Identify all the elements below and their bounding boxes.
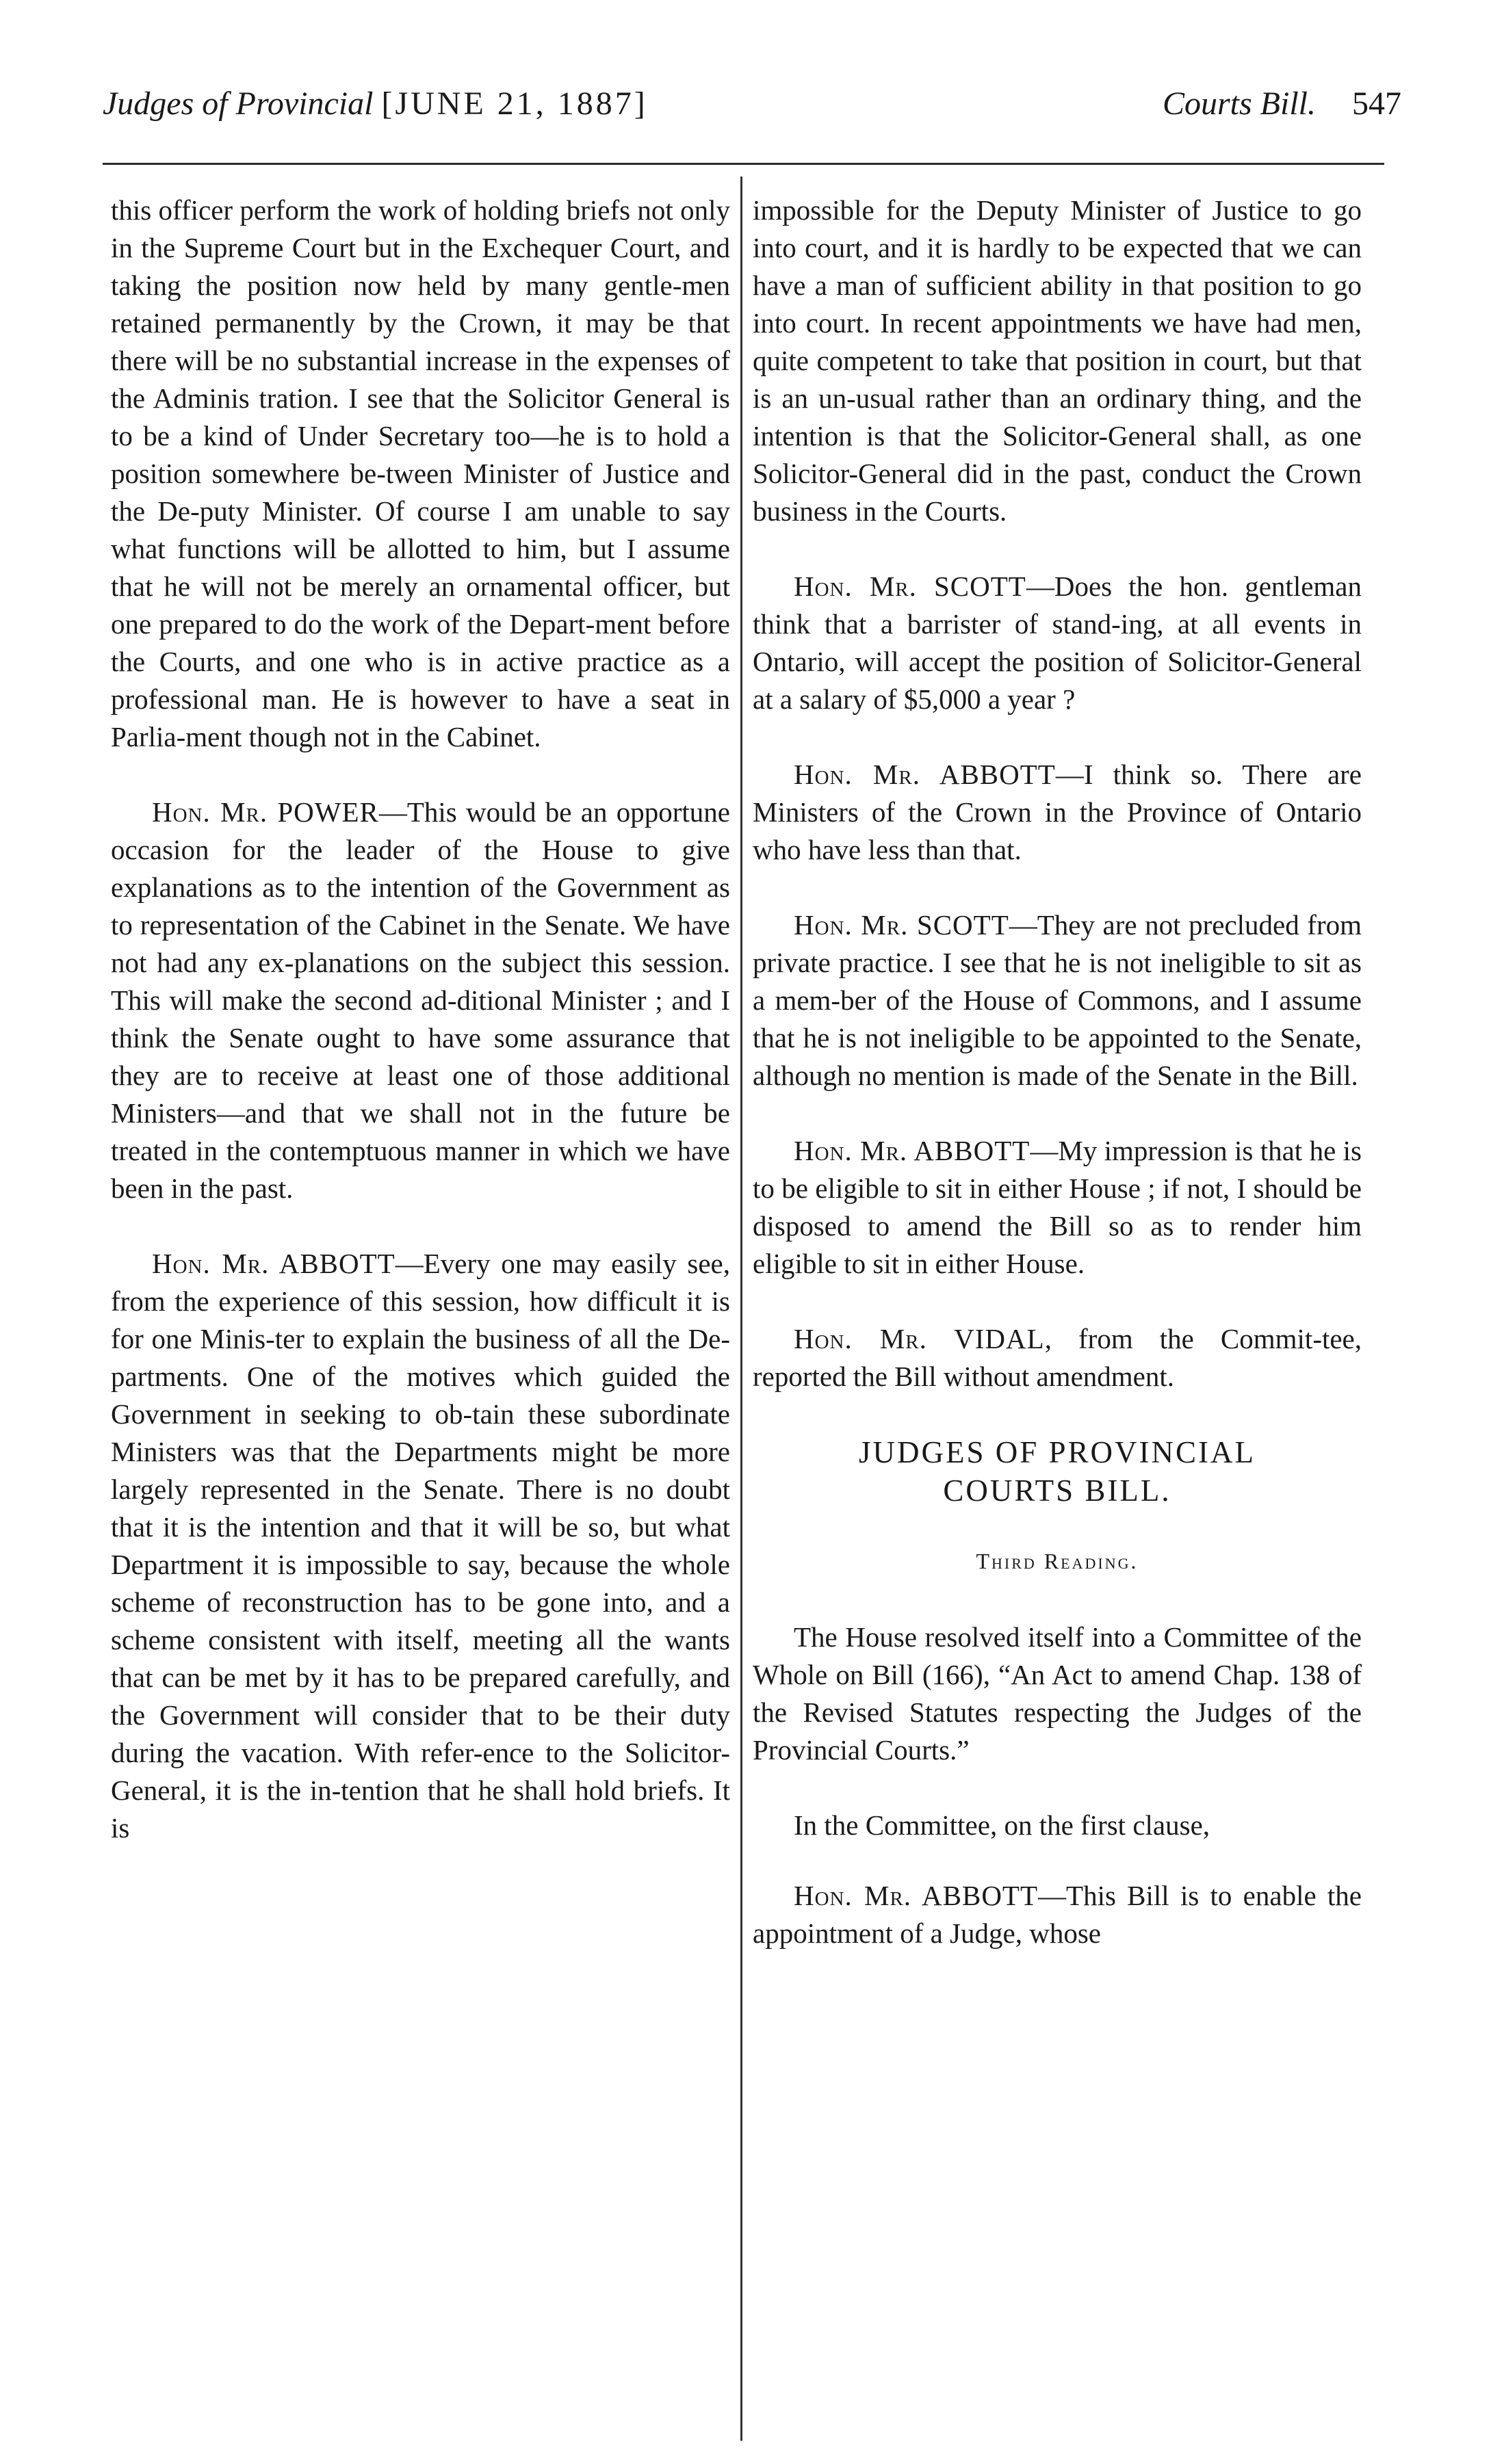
paragraph-text: —Every one may easily see, from the experience of this session, how difficult it is for one Minis-ter to explain the business of all the De-partments. One of the motives which guided the Government in seeking to ob-tain these subordinate Ministers was that the Departments might be more largely represented in the Senate. There is no doubt that it is the intention and that it will be so, but what Department it is impossible to say, because the whole scheme of reconstruction has to be gone into, and a scheme consistent with itself, meeting all the wants that can be met by it has to be prepared carefully, and the Government will consider that to be their duty during the vacation. With refer-ence to the Solicitor-General, it is the in-tention that he shall hold briefs. It is [111, 1248, 730, 1844]
paragraph-text: impossible for the Deputy Minister of Justice to go into court, and it is hardly to be expected that we can have a man of sufficient ability in that position to go into court. In recent appointments we have had men, quite competent to take that position in court, but that is an un-usual rather than an ordinary thing, and the intention is that the Solicitor-General shall, as one Solicitor-General did in the past, conduct the Crown business in the Courts. [753, 194, 1362, 527]
speaker-name: Hon. Mr. ABBOTT [794, 1135, 1030, 1166]
paragraph [753, 906, 1362, 1095]
speaker-name: Hon. Mr. SCOTT [794, 571, 1026, 602]
paragraph-text: —They are not precluded from private practice. I see that he is not ineligible to sit as a mem-ber of the House of Commons, and I assume that he is not ineligible to be appointed to the Senate, although no mention is made of the Senate in the Bill. [753, 909, 1362, 1091]
page-number: 547 [1352, 86, 1401, 122]
paragraph [753, 1132, 1362, 1283]
paragraph [111, 1245, 730, 1847]
paragraph-text: The House resolved itself into a Committee of the Whole on Bill (166), “An Act to amend Chap. 138 of the Revised Statutes respecting the Judges of the Provincial Courts.” [753, 1621, 1362, 1766]
paragraph-text: —This Bill is to enable the appointment of a Judge, whose [753, 1880, 1362, 1949]
paragraph [753, 1807, 1362, 1844]
paragraph [753, 1877, 1362, 1952]
section-heading [753, 1433, 1362, 1510]
paragraph [753, 192, 1362, 530]
right-column [753, 192, 1362, 1990]
column-divider [740, 176, 742, 2441]
header-rule [103, 163, 1384, 165]
speaker-name: Hon. Mr. VIDAL [794, 1323, 1045, 1354]
paragraph [753, 568, 1362, 718]
paragraph-text: —I think so. There are Ministers of the Crown in the Province of Ontario who have less than that. [753, 759, 1362, 865]
paragraph [111, 192, 730, 756]
paragraph [753, 1320, 1362, 1395]
running-title-left [103, 85, 648, 122]
paragraph [111, 794, 730, 1207]
section-heading-line-1: JUDGES OF PROVINCIAL [858, 1435, 1256, 1469]
left-column [111, 192, 730, 1885]
paragraph-text: this officer perform the work of holding briefs not only in the Supreme Court but in the Exchequer Court, and taking the position now held by many gentle-men retained permanently by the Crown, it may be that there will be no substantial increase in the expenses of the Adminis tration. I see that the Solicitor General is to be a kind of Under Secretary too—he is to hold a position somewhere be-tween Minister of Justice and the De-puty Minister. Of course I am unable to say what functions will be allotted to him, but I assume that he will not be merely an ornamental officer, but one prepared to do the work of the Depart-ment before the Courts, and one who is in active practice as a professional man. He is however to have a seat in Parlia-ment though not in the Cabinet. [111, 194, 730, 752]
speaker-name: Hon. Mr. ABBOTT [152, 1248, 396, 1279]
paragraph-text: —My impression is that he is to be eligible to sit in either House ; if not, I should be disposed to amend the Bill so as to render him eligible to sit in either House. [753, 1135, 1362, 1279]
speaker-name: Hon. Mr. POWER [152, 796, 379, 828]
paragraph-text: —This would be an opportune occasion for the leader of the House to give explanations as to the intention of the Government as to representation of the Cabinet in the Senate. We have not had any ex-planations on the subject this session. This will make the second ad-ditional Minister ; and I think the Senate ought to have some assurance that they are to receive at least one of those additional Ministers—and that we shall not in the future be treated in the contemptuous manner in which we have been in the past. [111, 796, 731, 1204]
paragraph-text: —Does the hon. gentleman think that a barrister of stand-ing, at all events in Ontario, will accept the position of Solicitor-General at a salary of $5,000 a year ? [753, 571, 1362, 715]
running-title-left-text: Judges of Provincial [103, 86, 374, 122]
speaker-name: Hon. Mr. SCOTT [794, 909, 1009, 941]
running-date: [JUNE 21, 1887] [381, 86, 648, 122]
running-head [103, 71, 1401, 133]
running-title-right: Courts Bill. [1162, 86, 1316, 122]
paragraph-text: , from the Commit-tee, reported the Bill without amendment. [753, 1323, 1362, 1392]
paragraph-text: In the Committee, on the first clause, [794, 1809, 1210, 1841]
paragraph [753, 1618, 1362, 1769]
paragraph [753, 756, 1362, 869]
speaker-name: Hon. Mr. ABBOTT [794, 1880, 1039, 1911]
section-subheading: Third Reading. [976, 1549, 1139, 1573]
speaker-name: Hon. Mr. ABBOTT [794, 759, 1056, 790]
section-heading-line-2: COURTS BILL. [943, 1473, 1171, 1508]
